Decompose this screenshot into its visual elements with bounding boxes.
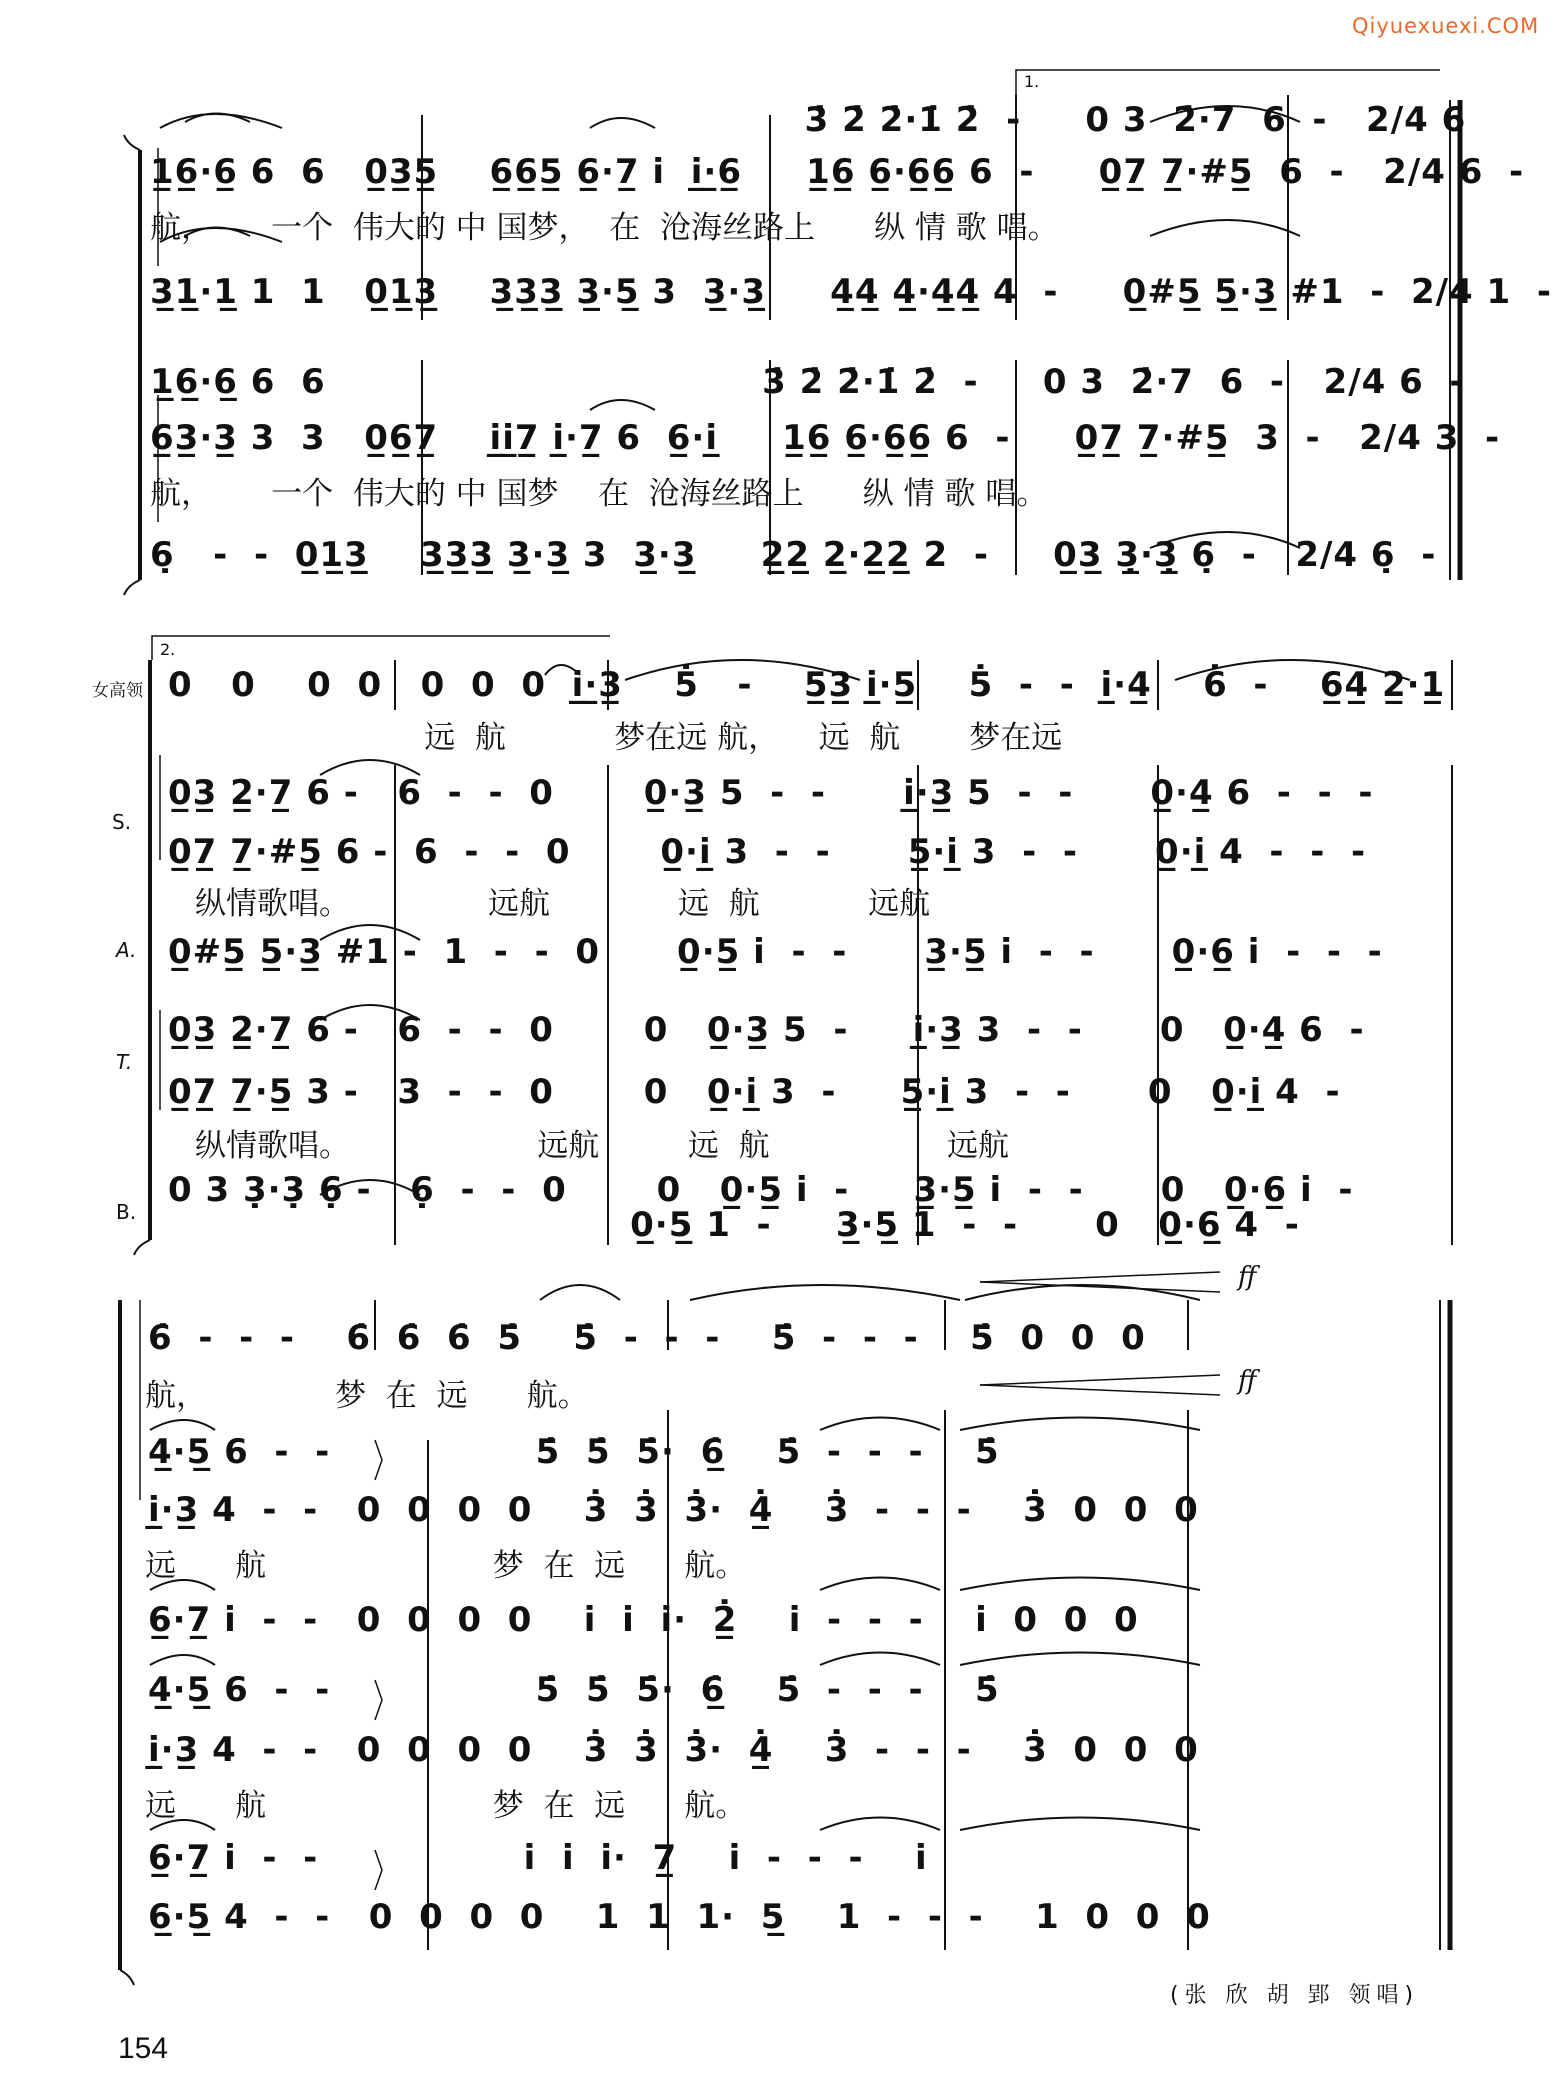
s3-staff-2: 4̲·5̲ 6 - - 5̇ 5̇ 5̇· 6̲̇ 5̇ - - - 5̇ <box>148 1432 1000 1472</box>
s2-b-staff-1: 0 3 3̣·3̣ 6̣ - 6̣ - - 0 0 0̲·5̲ i - 3̲·5̲ i - - 0 0̲·6̲ i - <box>168 1170 1354 1210</box>
part-label-lead: 女高领 <box>92 681 143 701</box>
dynamic-ff-2: ff <box>1238 1366 1257 1396</box>
part-label-a: A. <box>116 938 137 962</box>
s3-staff-8: 6̲·5̲ 4 - - 0 0 0 0 1 1 1· 5̲ 1 - - - 1 0 0 0 <box>148 1897 1211 1937</box>
s1-lyric-2: 航， 一个 伟大的 中 国梦 在 沧海丝路上 纵 情 歌 唱。 <box>150 476 1048 512</box>
s3-lyric-3: 远 航 梦 在 远 航。 <box>145 1788 747 1824</box>
s2-a-staff: 0̲#5̲ 5̲·3̲ #1 - 1 - - 0 0̲·5̲ i - - 3̲·5̲ i - - 0̲·6̲ i - - - <box>168 932 1383 972</box>
watermark: Qiyuexuexi.COM <box>1352 14 1540 38</box>
s2-t-staff-2: 0̲7̲ 7̲·5̲ 3 - 3 - - 0 0 0̲·i̲ 3 - 5̲·i̲ 3 - - 0 0̲·i̲ 4 - <box>168 1072 1341 1112</box>
s3-staff-4: 6̲·7̲ i - - 0 0 0 0 i i i· 2̲̇ i - - - i 0 0 0 <box>148 1600 1139 1640</box>
volta-first: 1. <box>1024 72 1040 91</box>
s2-s-staff-1: 0̲3̲ 2̲·7̲ 6 - 6 - - 0 0̲·3̲ 5 - - i̲·3̲ 5 - - 0̲·4̲ 6 - - - <box>168 773 1374 813</box>
s1-staff-3: 3̲1̲·1̲ 1 1 0̲1̲3̲ 3̲3̲3̲ 3̲·5̲ 3 3̲·3̲ 4̲4̲ 4̲·4̲4̲ 4 - 0̲#5̲ 5̲·3̲ #1 - 2/4 1 - <box>150 272 1552 312</box>
s1-staff-6: 6̣ - - 0̲1̲3̲ 3̲3̲3̲ 3̲·3̲ 3 3̲·3̲ 2̲2̲ 2̲·2̲2̲ 2 - 0̲3̲ 3̣̲·3̣̲ 6̣ - 2/4 6̣ - <box>150 535 1437 575</box>
s2-lead-lyric: 远 航 梦在远 航， 远 航 梦在远 <box>168 720 1063 756</box>
s2-t-lyric: 纵情歌唱。 远航 远 航 远航 <box>195 1128 1009 1164</box>
s1-staff-5: 6̲3̲·3̲ 3 3 0̲6̲7̲ i̲i̲7̲ i̲·7̲ 6 6̲·i̲ 1̲6̲ 6̲·6̲6̲ 6 - 0̲7̲ 7̲·#5̲ 3 - 2/4 3 - <box>150 418 1501 458</box>
s3-staff-1: 6̇ - - - 6̇ 6̇ 6̇ 5̇ 5̇ - - - 5̇ - - - 5̇ 0 0 0 <box>148 1318 1146 1358</box>
s3-staff-3: i̲·3̲ 4 - - 0 0 0 0 3̇ 3̇ 3̇· 4̲̇ 3̇ - - - 3̇ 0 0 0 <box>148 1490 1199 1530</box>
s3-staff-6: i̲·3̲ 4 - - 0 0 0 0 3̇ 3̇ 3̇· 4̲̇ 3̇ - - - 3̇ 0 0 0 <box>148 1730 1199 1770</box>
s3-staff-7: 6̲·7̲ i - - i i i· 7̲ i - - - i <box>148 1838 928 1878</box>
s3-staff-5: 4̲·5̲ 6 - - 5̇ 5̇ 5̇· 6̲̇ 5̇ - - - 5̇ <box>148 1670 1000 1710</box>
dynamic-ff-1: ff <box>1238 1262 1257 1292</box>
s2-t-staff-1: 0̲3̲ 2̲·7̲ 6 - 6 - - 0 0 0̲·3̲ 5 - i̲·3̲ 3 - - 0 0̲·4̲ 6 - <box>168 1010 1365 1050</box>
page-number: 154 <box>118 2032 169 2065</box>
s2-lead-staff: 0 0 0 0 0 0 0 i̲·̲3̲ 5̇ - 5̲3̲ i̲·5̲ 5̇ - - i̲·4̲ 6̇ - 6̲4̲ 2̲·1̲ <box>168 665 1446 705</box>
s2-s-staff-2: 0̲7̲ 7̲·#5̲ 6 - 6 - - 0 0̲·i̲ 3 - - 5̲·i̲ 3 - - 0̲·i̲ 4 - - - <box>168 832 1367 872</box>
s2-s-lyric: 纵情歌唱。 远航 远 航 远航 <box>195 886 931 922</box>
s3-lyric-2: 远 航 梦 在 远 航。 <box>145 1548 747 1584</box>
s1-lyric-1: 航， 一个 伟大的 中 国梦， 在 沧海丝路上 纵 情 歌 唱。 <box>150 210 1059 246</box>
s3-lyric-1: 航， 梦 在 远 航。 <box>145 1378 589 1414</box>
s1-staff-1: 3̇ 2̇ 2̇·1̇ 2̇ - 0 3 2̇·7 6 - 2/4 6 <box>150 100 1467 140</box>
part-label-s: S. <box>112 810 132 834</box>
part-label-b: B. <box>116 1200 137 1224</box>
volta-second: 2. <box>160 640 176 659</box>
part-label-t: T. <box>116 1050 133 1074</box>
credit-line: (张 欣 胡 郢 领唱) <box>1170 1983 1420 2008</box>
s2-b-staff-2: 0̲·5̲ 1 - 3̲·5̲ 1 - - 0 0̲·6̲ 4 - <box>168 1205 1300 1245</box>
s1-staff-2: 1̲6̲·6̲ 6 6 0̲3̲5̲ 6̲6̲5̲ 6̲·7̲ i i̲·̲6̲ 1̲6̲ 6̲·6̲6̲ 6 - 0̲7̲ 7̲·#5̲ 6 - 2/4 6 - <box>150 152 1525 192</box>
s1-staff-4: 1̲6̲·6̲ 6 6 3̇ 2̇ 2̇·1̇ 2̇ - 0 3 2̇·7 6 - 2/4 6 - <box>150 362 1465 402</box>
